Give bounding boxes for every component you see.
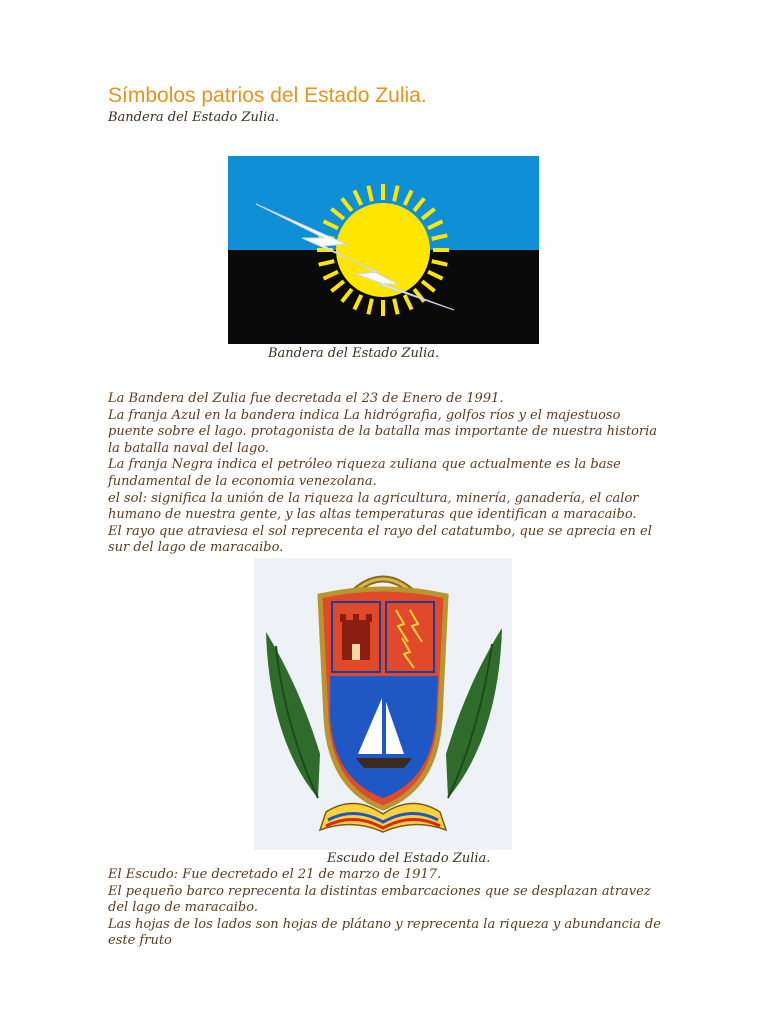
right-banana-leaf-icon <box>446 628 502 798</box>
paragraph: El Escudo: Fue decretado el 21 de marzo de 1917. <box>108 867 442 882</box>
paragraph: Las hojas de los lados son hojas de plátano y reprecenta la riqueza y abundancia de este fruto <box>108 916 661 949</box>
flag-section-heading: Bandera del Estado Zulia. <box>108 110 280 125</box>
coat-of-arms-caption: Escudo del Estado Zulia. <box>327 851 491 866</box>
flag-caption: Bandera del Estado Zulia. <box>268 346 440 361</box>
paragraph: La franja Negra indica el petróleo riqueza zuliana que actualmente es la base fundamental de la economia venezolana. <box>108 457 621 489</box>
page-title: Símbolos patrios del Estado Zulia. <box>108 84 427 107</box>
zulia-flag-graphic <box>228 156 539 344</box>
left-banana-leaf-icon <box>266 632 320 798</box>
coat-of-arms-description <box>108 867 668 950</box>
paragraph: el sol: significa la unión de la riqueza la agricultura, minería, ganadería, el calor humano de nuestra gente, y las altas temperaturas que identifican a maracaibo. <box>108 490 639 523</box>
flag-description <box>108 391 668 557</box>
paragraph: La Bandera del Zulia fue decretada el 23 de Enero de 1991. <box>108 391 504 406</box>
castle-icon <box>340 614 372 660</box>
paragraph: El rayo que atraviesa el sol reprecenta el rayo del catatumbo, que se aprecia en el sur del lago de maracaibo. <box>108 523 652 556</box>
zulia-flag-image <box>228 156 539 344</box>
paragraph: El pequeño barco reprecenta la distintas embarcaciones que se desplazan atravez del lago de maracaibo. <box>108 883 651 916</box>
paragraph: La franja Azul en la bandera indica La hidrógrafia, golfos ríos y el majestuoso puente sobre el lago. protagonista de la batalla mas importante de nuestra historia la batalla naval del lago. <box>108 407 658 456</box>
coat-of-arms-graphic <box>254 558 512 850</box>
zulia-coat-of-arms-image <box>254 558 512 850</box>
